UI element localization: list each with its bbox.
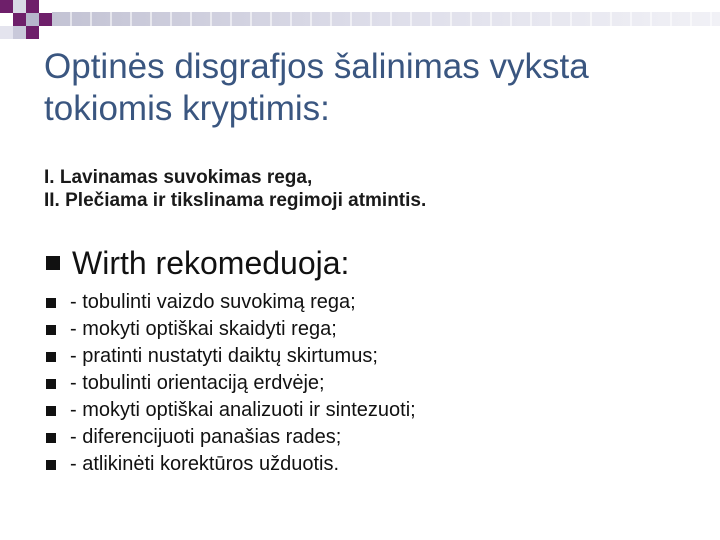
decor-square — [26, 0, 39, 13]
list-item — [44, 343, 416, 370]
square-bullet-icon — [46, 379, 56, 389]
square-bullet-icon — [46, 460, 56, 470]
list-item — [44, 451, 416, 478]
decor-square — [0, 26, 13, 39]
list-item-text: - diferencijuoti panašias rades; — [70, 426, 342, 448]
intro-text — [44, 166, 684, 212]
list-item — [44, 370, 416, 397]
decor-square — [39, 13, 52, 26]
list-item-text: - mokyti optiškai skaidyti rega; — [70, 318, 337, 340]
decor-square — [26, 26, 39, 39]
list-item — [44, 316, 416, 343]
intro-line: I. Lavinamas suvokimas rega, — [44, 167, 313, 188]
decor-square — [13, 13, 26, 26]
list-item — [44, 397, 416, 424]
recommendation-list — [44, 289, 416, 478]
decor-square — [13, 26, 26, 39]
square-bullet-icon — [46, 256, 60, 270]
square-bullet-icon — [46, 298, 56, 308]
list-item-text: - pratinti nustatyti daiktų skirtumus; — [70, 345, 378, 367]
intro-line: II. Plečiama ir tikslinama regimoji atmintis. — [44, 190, 427, 211]
decor-square — [13, 0, 26, 13]
lead-bullet — [44, 244, 349, 282]
square-bullet-icon — [46, 406, 56, 416]
list-item-text: - tobulinti orientaciją erdvėje; — [70, 372, 325, 394]
lead-text: Wirth rekomeduoja: — [72, 245, 350, 281]
list-item — [44, 424, 416, 451]
square-bullet-icon — [46, 325, 56, 335]
list-item — [44, 289, 416, 316]
slide-title: Optinės disgrafjos šalinimas vyksta tokiomis kryptimis: — [44, 47, 589, 128]
list-item-text: - atlikinėti korektūros užduotis. — [70, 453, 340, 475]
square-bullet-icon — [46, 352, 56, 362]
list-item-text: - tobulinti vaizdo suvokimą rega; — [70, 291, 356, 313]
decor-square — [26, 13, 39, 26]
decor-square — [0, 0, 13, 13]
header-band — [52, 12, 720, 26]
list-item-text: - mokyti optiškai analizuoti ir sintezuoti; — [70, 399, 416, 421]
square-bullet-icon — [46, 433, 56, 443]
